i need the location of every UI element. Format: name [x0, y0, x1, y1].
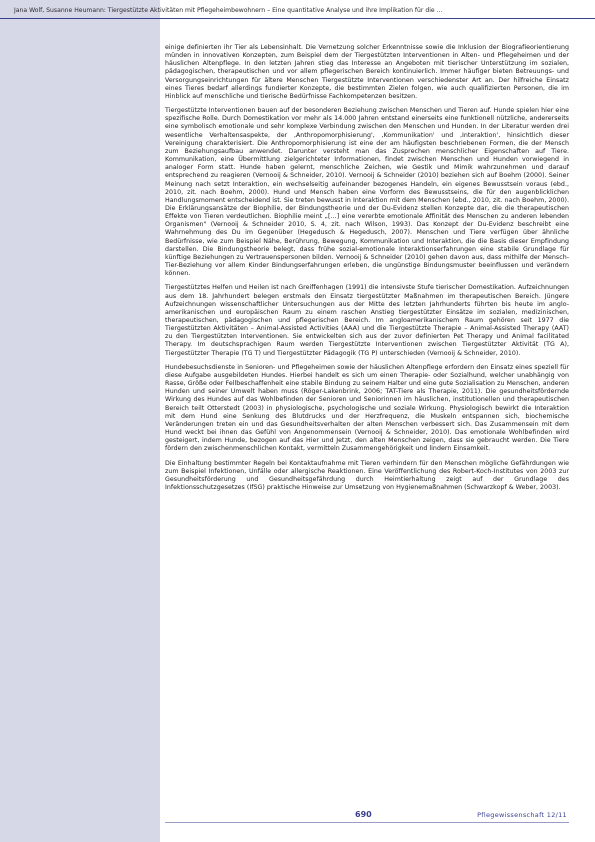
paragraph-2: Tiergestützte Interventionen bauen auf der besonderen Beziehung zwischen Menschen und Tieren auf. Hunde spielen hier eine spezifische Rolle. Durch Domestikation vor mehr als 14.000 Jahren entstand einerseits eine funktionell nützliche, andererseits eine symbolisch emotionale und sehr komplexe Verbindung zwischen den Menschen und Hunden. In der Literatur werden drei wesentliche Verhaltensaspekte, der ‚Anthropomorphisierung', ‚Kommunikation' und ‚Interaktion', hinsichtlich dieser Vereinigung charakterisiert. Die Anthropomorphisierung ist eine der am häufigsten beschriebenen Formen, die der Mensch zum Beziehungsaufbau anwendet. Darunter versteht man das Zusprechen menschlicher Eigenschaften auf Tiere. Kommunikation, eine Übermittlung zielgerichteter Informationen, findet zwischen Menschen und Hunden vorwiegend in analoger Form statt. Hunde haben gelernt, menschliche Zeichen, wie Gestik und Mimik wahrzunehmen und darauf entsprechend zu reagieren (Vernooij & Schneider, 2010). Vernooij & Schneider (2010) beziehen sich auf Boehm (2000). Seiner Meinung nach setzt Interaktion, ein wechselseitig aufeinander bezogenes Handeln, ein eigenes Bewusstsein voraus (ebd., 2010, zit. nach Boehm, 2000). Hund und Mensch haben eine Vorform des Bewusstseins, die für den augenblicklichen Handlungsmoment entscheidend ist. Sie treten bewusst in Interaktion mit dem Menschen (ebd., 2010, zit. nach Boehm, 2000). Die Erklärungsansätze der Biophilie, der Bindungstheorie und der Du-Evidenz stellen Konzepte dar, die die therapeutischen Effekte von Tieren verdeutlichen. Biophilie meint „[…] eine vererbte emotionale Affinität des Menschen zu anderen lebenden Organismen" (Vernooij & Schneider 2010, S. 4, zit. nach Wilson, 1993). Das Konzept der Du-Evidenz beschreibt eine Wahrnehmung des Du im Gegenüber (Hegedusch & Hegedusch, 2007). Menschen und Tiere verfügen über ähnliche Bedürfnisse, wie zum Beispiel Nähe, Berührung, Bewegung, Kommunikation und Interaktion, die die Basis dieser Empfindung darstellen. Die Bindungstheorie belegt, dass frühe sozial-emotionale Interaktionserfahrungen eine stabile Grundlage für künftige Beziehungen zu Vertrauenspersonen bilden. Vernooij & Schneider (2010) gehen davon aus, dass mithilfe der Mensch-Tier-Beziehung vor allem Kinder Bindungserfahrungen erleben, die ungünstige Bindungsmuster beeinflussen und verändern können.: [165, 107, 569, 278]
article-body: [165, 44, 569, 498]
paragraph-5: Die Einhaltung bestimmter Regeln bei Kontaktaufnahme mit Tieren verhindern für den Menschen mögliche Gefährdungen wie zum Beispiel Infektionen, Unfälle oder allergische Reaktionen. Eine Veröffentlichung des Robert-Koch-Institutes von 2003 zur Gesundheitsförderung und Gesundheitsgefährdung durch Heimtierhaltung zeigt auf der Grundlage des Infektionsschutzgesetzes (IfSG) praktische Hinweise zur Umsetzung von Hygienemaßnahmen (Schwarzkopf & Weber, 2003).: [165, 459, 569, 491]
running-header: Jana Wolf, Susanne Heumann: Tiergestützte Aktivitäten mit Pflegeheimbewohnern – Eine quantitative Analyse und ihre Implikation für die …: [14, 7, 443, 14]
page-number: 690: [355, 810, 372, 819]
header-rule: [0, 18, 595, 19]
paragraph-1: einige definierten ihr Tier als Lebensinhalt. Die Vernetzung solcher Erkenntnisse sowie die Inklusion der Biografieorientierung münden in innovativen Konzepten, zum Beispiel dem der Tiergestützten Interventionen in Alten- und Pflegeheimen und der häuslichen Altenpflege. In den letzten Jahren stieg das Interesse an Angeboten mit tierischer Unterstützung im sozialen, pädagogischen, therapeutischen und vor allem pflegerischen Bereich kontinuierlich. Immer häufiger bieten Betreuungs- und Versorgungseinrichtungen für ältere Menschen Tiergestützte Interventionen verschiedenster Art an. Der hilfreiche Einsatz eines Tieres bedarf allerdings fundierter Konzepte, die bestimmten Zielen folgen, wie auch qualifizierten Personen, die im Hinblick auf menschliche und tierische Bedürfnisse Fachkompetenzen besitzen.: [165, 44, 569, 100]
paragraph-3: Tiergestütztes Helfen und Heilen ist nach Greiffenhagen (1991) die intensivste Stufe tierischer Domestikation. Aufzeichnungen aus dem 18. Jahrhundert belegen erstmals den Einsatz tiergestützter Maßnahmen im therapeutischen Bereich. Jüngere Aufzeichnungen wissenschaftlicher Untersuchungen aus der Mitte des letzten Jahrhunderts führten bis heute im anglo-amerikanischen und europäischen Raum zu einem raschen Anstieg tiergestützter Einsätze im sozialen, medizinischen, therapeutischen, pädagogischen und pflegerischen Bereich. Im angloamerikanischem Raum gehören seit 1977 die Tiergestützten Aktivitäten – Animal-Assisted Activities (AAA) und die Tiergestützte Therapie – Animal-Assisted Therapy (AAT) zu den Tiergestützten Interventionen. Sie entwickelten sich aus der zuvor definierten Pet Therapy und Animal facilitated Therapy. Im deutschsprachigen Raum werden Tiergestützte Interventionen zwischen Tiergestützter Aktivität (TG A), Tiergestützter Therapie (TG T) und Tiergestützter Pädagogik (TG P) unterschieden (Vernooij & Schneider, 2010).: [165, 284, 569, 357]
footer-rule: [165, 822, 569, 823]
left-margin-band: [0, 0, 160, 842]
journal-issue: Pflegewissenschaft 12/11: [477, 811, 567, 819]
paragraph-4: Hundebesuchsdienste in Senioren- und Pflegeheimen sowie der häuslichen Altenpflege erfordern den Einsatz eines speziell für diese Aufgabe ausgebildeten Hundes. Hierbei handelt es sich um einen Therapie- oder Sozialhund, welcher unabhängig von Rasse, Größe oder Fellbeschaffenheit eine stabile Bindung zu seinem Halter und eine gute Sozialisation zu Menschen, anderen Hunden und seiner Umwelt haben muss (Röger-Lakenbrink, 2006; TAT-Tiere als Therapie, 2011). Die gesundheitsfördernde Wirkung des Hundes auf das Wohlbefinden der Senioren und Seniorinnen im häuslichen, institutionellen und therapeutischen Bereich teilt Otterstedt (2003) in physiologische, psychologische und soziale Wirkung. Physiologisch bewirkt die Interaktion mit dem Hund eine Senkung des Blutdrucks und der Herzfrequenz, die Muskeln entspannen sich, biochemische Veränderungen treten ein und das Gesundheitsverhalten der alten Menschen verbessert sich. Das Zusammensein mit dem Hund weckt bei ihnen das Gefühl von Angenommensein (Vernooij & Schneider, 2010). Das emotionale Wohlbefinden wird gesteigert, indem Hunde, bezogen auf das Hier und Jetzt, den alten Menschen zeigen, dass sie gebraucht werden. Die Tiere fördern den zwischenmenschlichen Kontakt, vermitteln Zusammengehörigkeit und lindern Einsamkeit.: [165, 363, 569, 453]
